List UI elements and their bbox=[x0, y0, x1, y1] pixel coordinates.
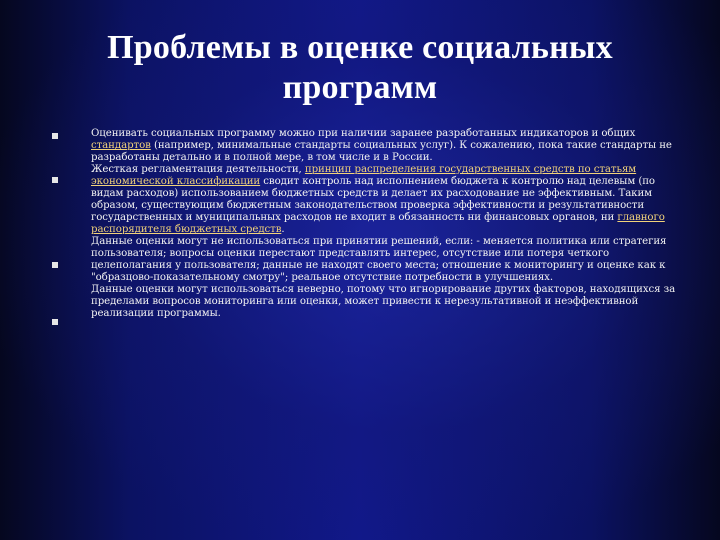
slide-title-line-1: Проблемы в оценке социальных bbox=[107, 28, 613, 66]
paragraph-2 bbox=[91, 164, 681, 236]
slide-title bbox=[40, 28, 680, 108]
square-bullet-icon bbox=[52, 319, 58, 325]
slide-body bbox=[91, 128, 681, 320]
square-bullet-icon bbox=[52, 177, 58, 183]
paragraph-2-text-middle: сводит контроль над исполнением бюджета к контролю над целевым (по видам расходов) использованием бюджетных средств и делает их расходование не эффективным. Таким образом, существующим бюджетным законодательством проверка эффективности и результативности государственных и муниципальных расходов не входит в обязанность ни финансовых органов, ни bbox=[91, 176, 655, 223]
paragraph-1-text-start: Оценивать социальных программу можно при наличии заранее разработанных индикаторов и общих bbox=[91, 128, 636, 139]
paragraph-2-text-end: . bbox=[281, 224, 285, 235]
paragraph-3: Данные оценки могут не использоваться при принятии решений, если: - меняется политика или стратегия пользователя; вопросы оценки перестают представлять интерес, отсутствие или потеря четкого целеполагания у пользователя; данные не находят своего места; отношение к мониторингу и оценке как к "образцово-показательному смотру"; реальное отсутствие потребности в улучшениях. bbox=[91, 236, 667, 283]
budget-allocation-principle-link[interactable]: принцип распределения государственных средств по статьям экономической классификации bbox=[91, 164, 637, 187]
standards-link[interactable]: стандартов bbox=[91, 140, 151, 151]
paragraph-1 bbox=[91, 128, 681, 164]
slide-title-line-2: программ bbox=[282, 68, 438, 106]
paragraph-2-text-start: Жесткая регламентация деятельности, bbox=[91, 164, 305, 175]
paragraph-1-text-end: (например, минимальные стандарты социальных услуг). К сожалению, пока такие стандарты не разработаны детально и в полной мере, в том числе и в России. bbox=[91, 140, 672, 163]
square-bullet-icon bbox=[52, 262, 58, 268]
square-bullet-icon bbox=[52, 133, 58, 139]
chief-budget-administrator-link[interactable]: главного распорядителя бюджетных средств bbox=[91, 212, 665, 235]
paragraph-4: Данные оценки могут использоваться неверно, потому что игнорирование других факторов, находящихся за пределами вопросов мониторинга или оценки, может привести к нерезультативной и неэффективной реализации программы. bbox=[91, 284, 676, 319]
